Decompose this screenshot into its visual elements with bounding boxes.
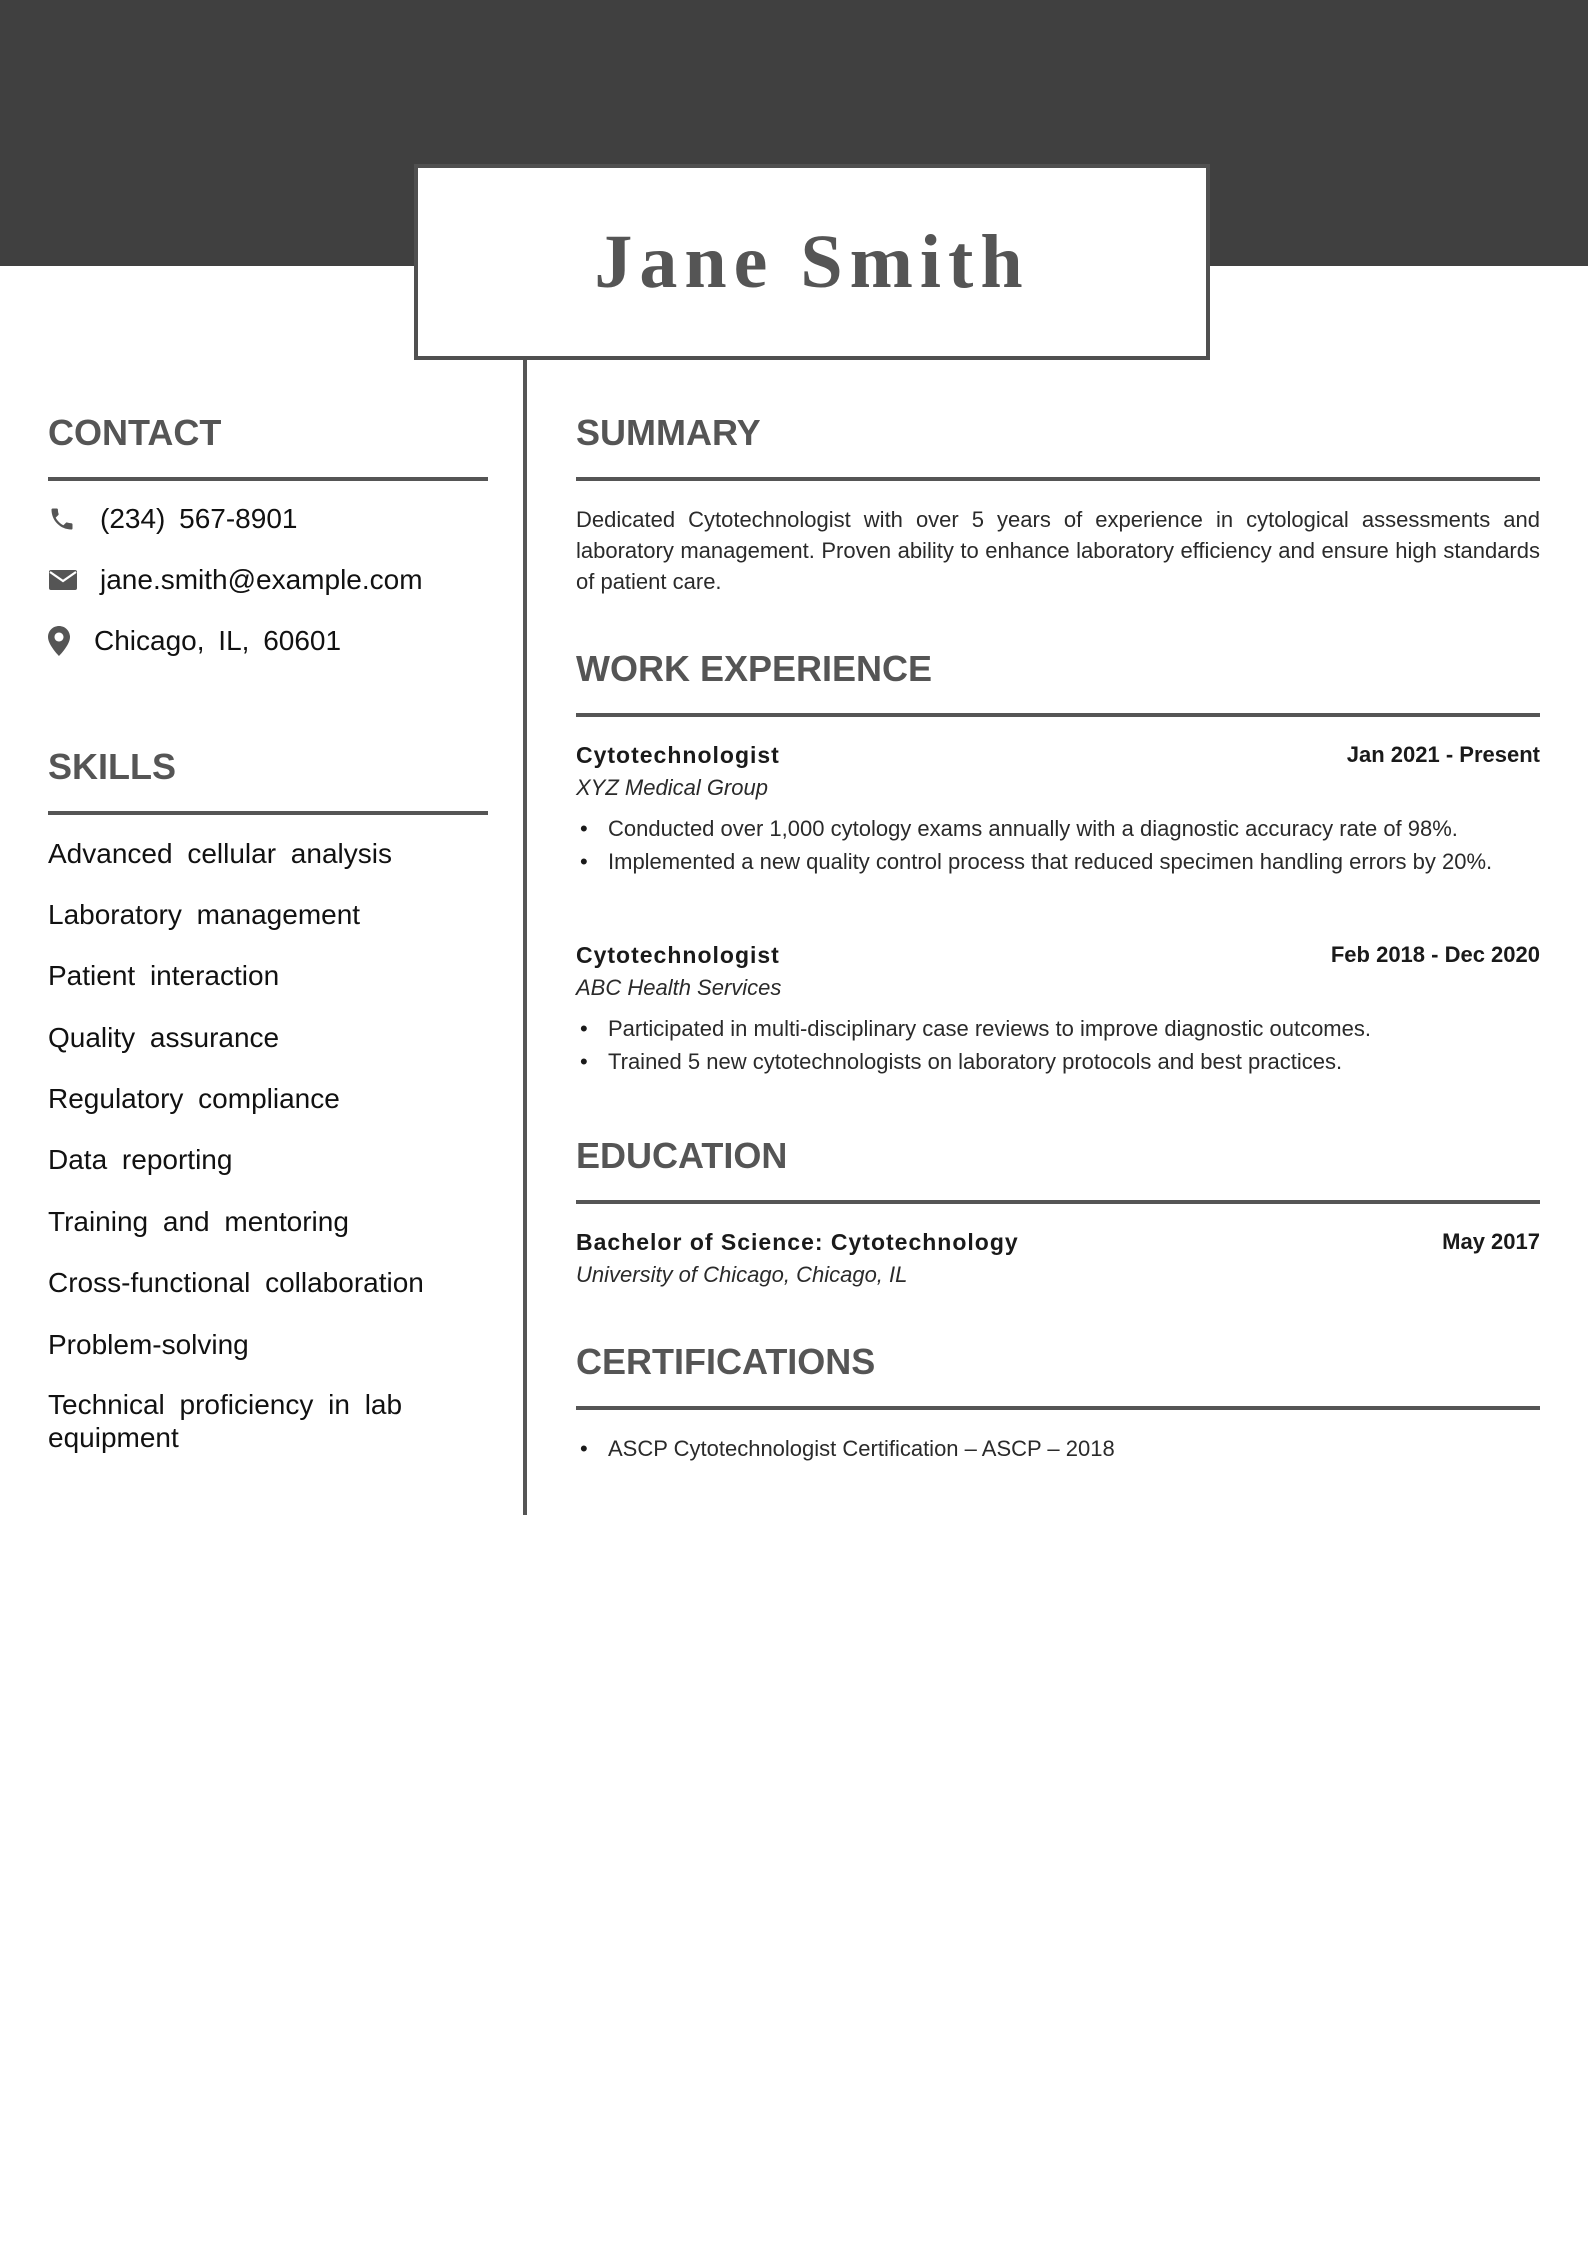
experience-heading: WORK EXPERIENCE (576, 648, 933, 689)
school: University of Chicago, Chicago, IL (576, 1262, 908, 1287)
skill-item: Problem-solving (48, 1329, 249, 1360)
skill-item: Cross-functional collaboration (48, 1267, 424, 1298)
job-organization: ABC Health Services (576, 975, 782, 1000)
certification-list (576, 1433, 1540, 1466)
skills-heading: SKILLS (48, 746, 177, 787)
skill-item: Data reporting (48, 1144, 233, 1175)
skills-rule (48, 811, 488, 815)
column-divider (523, 360, 527, 1515)
skill-item: Advanced cellular analysis (48, 838, 392, 869)
job-title: Cytotechnologist (576, 742, 780, 768)
job-title: Cytotechnologist (576, 942, 780, 968)
envelope-icon (48, 568, 100, 592)
phone-icon (48, 505, 100, 533)
email-address: jane.smith@example.com (100, 564, 423, 595)
job-bullet: • Participated in multi-disciplinary case reviews to improve diagnostic outcomes. (576, 1013, 1540, 1044)
certification-item: • ASCP Cytotechnologist Certification – ASCP – 2018 (576, 1433, 1540, 1464)
skill-item: Training and mentoring (48, 1206, 349, 1237)
map-pin-icon (48, 626, 94, 656)
job-bullets (576, 1013, 1540, 1079)
certifications-rule (576, 1406, 1540, 1410)
phone-number: (234) 567-8901 (100, 503, 298, 534)
summary-text: Dedicated Cytotechnologist with over 5 years of experience in cytological assessments and laboratory management. Proven ability to enhance laboratory efficiency and ensure high standards of patient care. (576, 507, 1540, 594)
skill-item: Regulatory compliance (48, 1083, 340, 1114)
name-box (414, 164, 1210, 360)
summary-rule (576, 477, 1540, 481)
summary-heading: SUMMARY (576, 412, 761, 453)
location: Chicago, IL, 60601 (94, 625, 342, 656)
job-bullets (576, 813, 1540, 879)
contact-location-row (48, 621, 341, 661)
contact-phone-row (48, 499, 297, 539)
job-organization: XYZ Medical Group (576, 775, 768, 800)
skill-item: Technical proficiency in lab equipment (48, 1389, 403, 1453)
education-heading: EDUCATION (576, 1135, 788, 1176)
contact-rule (48, 477, 488, 481)
candidate-name: Jane Smith (594, 219, 1030, 304)
skill-item: Quality assurance (48, 1022, 280, 1053)
certifications-heading: CERTIFICATIONS (576, 1341, 876, 1382)
skill-item: Patient interaction (48, 960, 280, 991)
contact-heading: CONTACT (48, 412, 222, 453)
job-date: Jan 2021 - Present (1346, 742, 1540, 767)
job-bullet: • Implemented a new quality control process that reduced specimen handling errors by 20%. (576, 846, 1540, 877)
job-bullet: • Trained 5 new cytotechnologists on laboratory protocols and best practices. (576, 1046, 1540, 1077)
experience-rule (576, 713, 1540, 717)
contact-email-row (48, 560, 423, 600)
skill-item: Laboratory management (48, 899, 361, 930)
education-rule (576, 1200, 1540, 1204)
graduation-date: May 2017 (1442, 1229, 1540, 1254)
job-date: Feb 2018 - Dec 2020 (1330, 942, 1540, 967)
degree: Bachelor of Science: Cytotechnology (576, 1229, 1019, 1255)
job-bullet: • Conducted over 1,000 cytology exams annually with a diagnostic accuracy rate of 98%. (576, 813, 1540, 844)
